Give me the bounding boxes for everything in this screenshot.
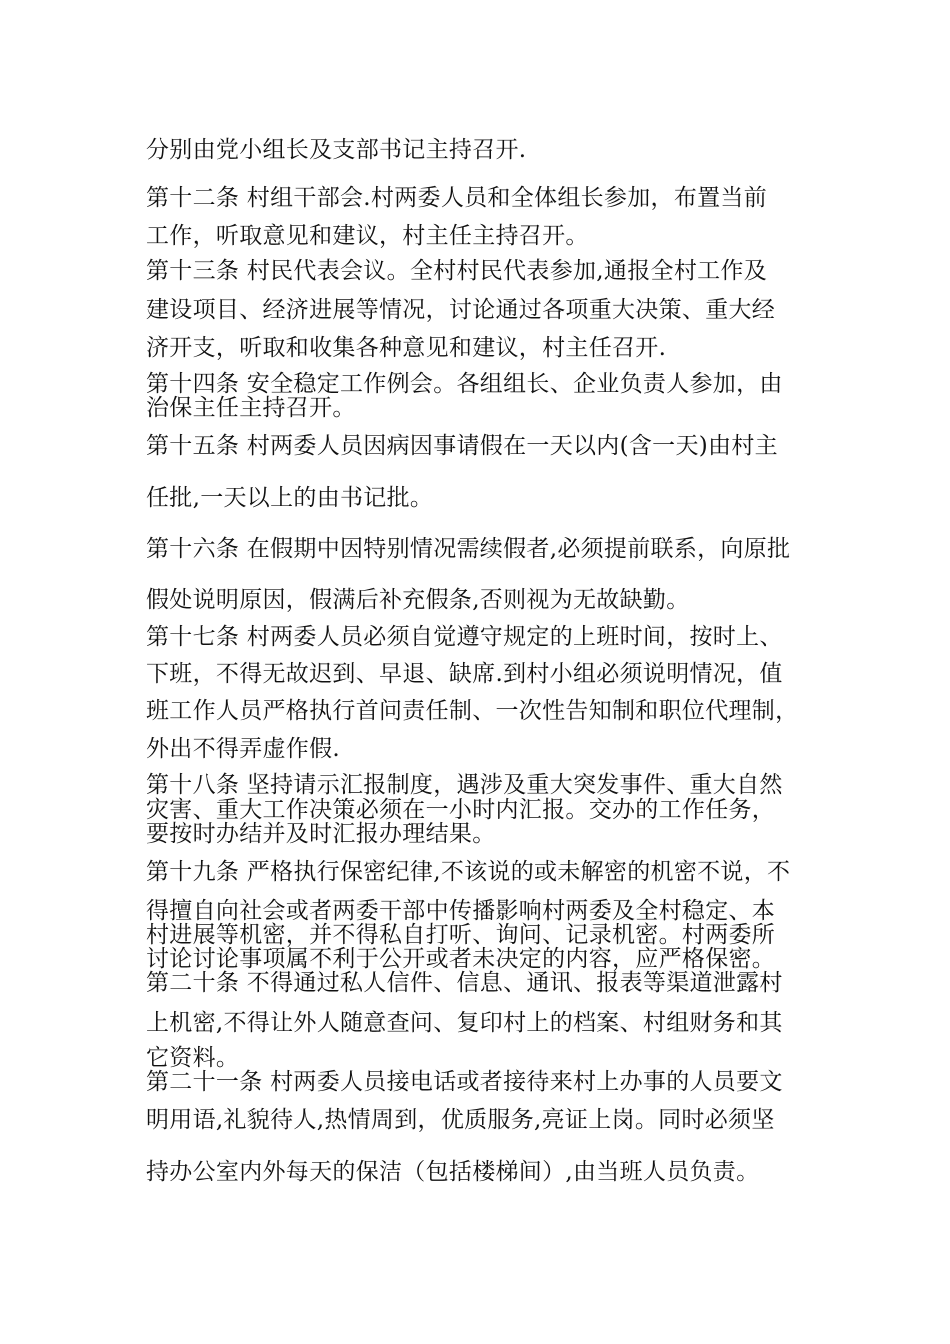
text-line: 分别由党小组长及支部书记主持召开.: [146, 137, 527, 163]
text-line: 第十七条 村两委人员必须自觉遵守规定的上班时间，按时上、: [146, 624, 783, 650]
text-line: 建设项目、经济进展等情况，讨论通过各项重大决策、重大经: [146, 297, 776, 323]
text-line: 上机密,不得让外人随意查问、复印村上的档案、村组财务和其: [146, 1010, 783, 1036]
text-line: 第十三条 村民代表会议。全村村民代表参加,通报全村工作及: [146, 258, 768, 284]
text-line: 济开支，听取和收集各种意见和建议，村主任召开.: [146, 335, 667, 361]
text-line: 村进展等机密，并不得私自打听、询问、记录机密。村两委所: [146, 922, 776, 948]
text-line: 外出不得弄虚作假.: [146, 736, 341, 762]
text-line: 第二十条 不得通过私人信件、信息、通讯、报表等渠道泄露村: [146, 970, 783, 996]
text-line: 工作，听取意见和建议，村主任主持召开。: [146, 223, 589, 249]
text-line: 得擅自向社会或者两委干部中传播影响村两委及全村稳定、本: [146, 898, 776, 924]
text-line: 灾害、重大工作决策必须在一小时内汇报。交办的工作任务，: [146, 797, 776, 823]
text-line: 持办公室内外每天的保洁（包括楼梯间）,由当班人员负责。: [146, 1159, 760, 1185]
text-line: 第十九条 严格执行保密纪律,不该说的或未解密的机密不说，不: [146, 859, 791, 885]
text-line: 假处说明原因，假满后补充假条,否则视为无故缺勤。: [146, 587, 690, 613]
text-line: 第十六条 在假期中因特别情况需续假者,必须提前联系，向原批: [146, 536, 791, 562]
text-line: 第十五条 村两委人员因病因事请假在一天以内(含一天)由村主: [146, 433, 778, 459]
text-line: 班工作人员严格执行首问责任制、一次性告知制和职位代理制，: [146, 698, 799, 724]
text-line: 讨论讨论事项属不利于公开或者未决定的内容，应严格保密。: [146, 946, 776, 972]
text-line: 下班，不得无故迟到、早退、缺席.到村小组必须说明情况，值: [146, 661, 783, 687]
text-line: 明用语,礼貌待人,热情周到，优质服务,亮证上岗。同时必须坚: [146, 1107, 775, 1133]
text-line: 要按时办结并及时汇报办理结果。: [146, 821, 496, 847]
text-line: 第二十一条 村两委人员接电话或者接待来村上办事的人员要文: [146, 1069, 783, 1095]
text-line: 治保主任主持召开。: [146, 395, 356, 421]
text-line: 它资料。: [146, 1045, 240, 1071]
text-line: 第十四条 安全稳定工作例会。各组组长、企业负责人参加，由: [146, 371, 783, 397]
text-line: 任批,一天以上的由书记批。: [146, 485, 434, 511]
text-line: 第十八条 坚持请示汇报制度，遇涉及重大突发事件、重大自然: [146, 772, 783, 798]
text-line: 第十二条 村组干部会.村两委人员和全体组长参加，布置当前: [146, 185, 768, 211]
